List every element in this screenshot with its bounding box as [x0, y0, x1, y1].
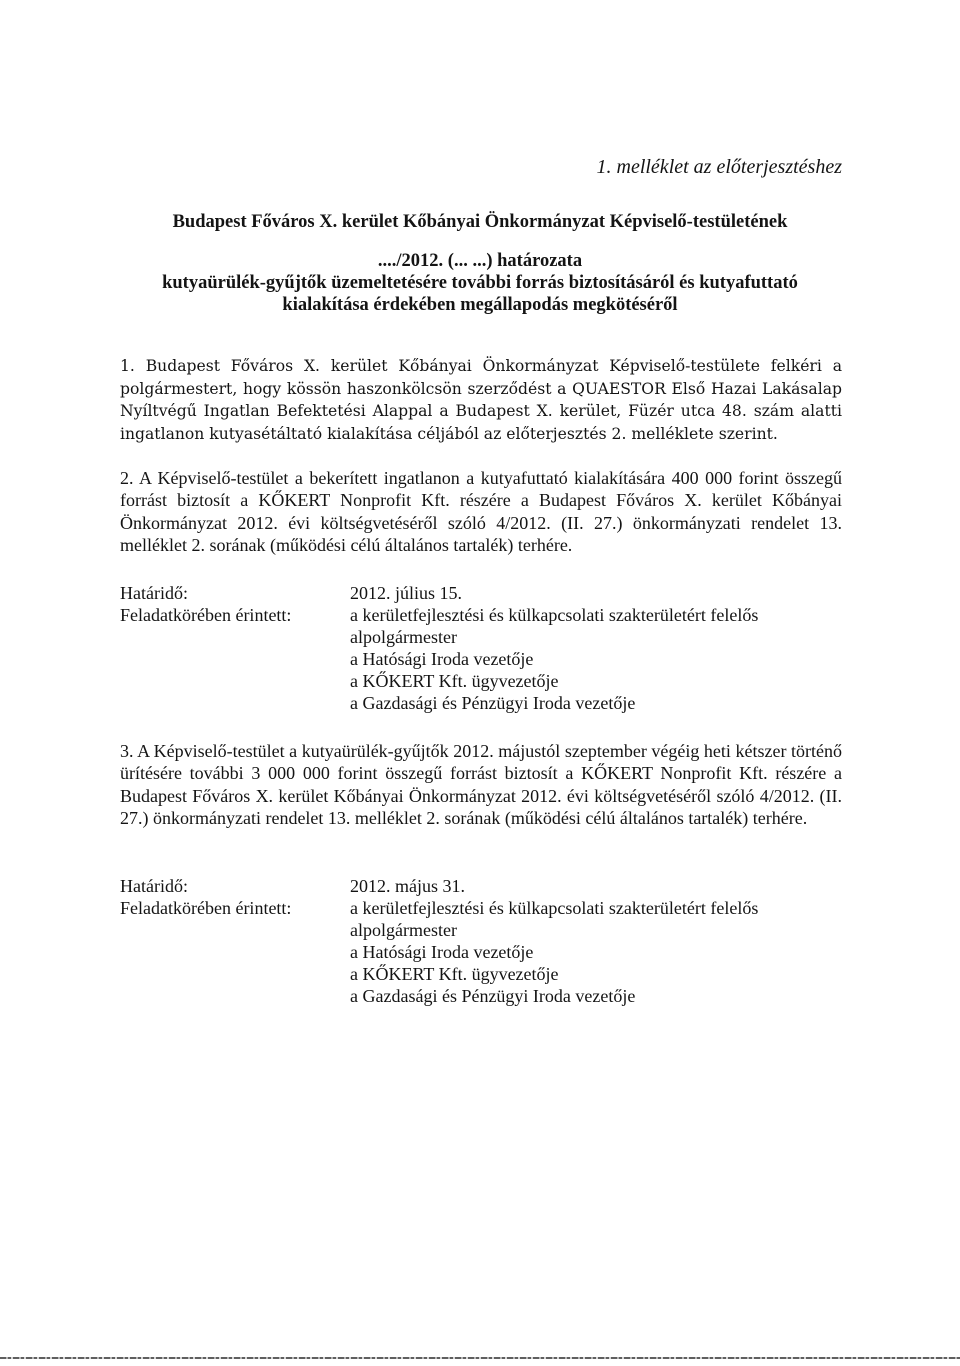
deadline-value: 2012. május 31. [350, 876, 465, 896]
scan-edge-line [0, 1357, 960, 1359]
responsible-label: Feladatkörében érintett: [120, 898, 292, 918]
heading-line-4: kialakítása érdekében megállapodás megkötéséről [282, 295, 678, 315]
responsible-item: alpolgármester [350, 920, 457, 940]
responsible-label: Feladatkörében érintett: [120, 605, 292, 625]
responsible-item: a Gazdasági és Pénzügyi Iroda vezetője [350, 986, 636, 1006]
deadline-row [120, 875, 840, 897]
deadline-label: Határidő: [120, 583, 188, 603]
paragraph-1: 1. Budapest Főváros X. kerület Kőbányai Önkormányzat Képviselő-testülete felkéri a polgármestert, hogy kössön haszonkölcsön szerződést a QUAESTOR Első Hazai Lakásalap Nyíltvégű Ingatlan Befektetési Alappal a Budapest X. kerület, Füzér utca 48. szám alatti ingatlanon kutyasétáltató kialakítása céljából az előterjesztés 2. melléklete szerint. [120, 357, 842, 443]
responsible-item: a kerületfejlesztési és külkapcsolati szakterületért felelős [350, 898, 759, 918]
responsible-item: a kerületfejlesztési és külkapcsolati szakterületért felelős [350, 605, 759, 625]
annex-note: 1. melléklet az előterjesztéshez [596, 156, 842, 178]
responsible-row [120, 604, 840, 714]
heading-line-3: kutyaürülék-gyűjtők üzemeltetésére további forrás biztosításáról és kutyafuttató [162, 273, 798, 293]
paragraph-2: 2. A Képviselő-testület a bekerített ingatlanon a kutyafuttató kialakítására 400 000 forint összegű forrást biztosít a KŐKERT Nonprofit Kft. részére a Budapest Főváros X. kerület Kőbányai Önkormányzat 2012. évi költségvetéséről szóló 4/2012. (II. 27.) önkormányzati rendelet 13. melléklet 2. sorának (működési célú általános tartalék) terhére. [120, 468, 842, 556]
responsible-item: a Hatósági Iroda vezetője [350, 649, 534, 669]
deadline-label: Határidő: [120, 876, 188, 896]
heading-line-2: ..../2012. (... ...) határozata [377, 251, 583, 271]
responsible-list [350, 897, 758, 1007]
deadline-row [120, 582, 840, 604]
deadline-block-2 [120, 875, 840, 1007]
responsible-list [350, 604, 758, 714]
responsible-item: a KŐKERT Kft. ügyvezetője [350, 964, 559, 984]
deadline-block-1 [120, 582, 840, 714]
responsible-row [120, 897, 840, 1007]
deadline-value: 2012. július 15. [350, 583, 463, 603]
paragraph-3: 3. A Képviselő-testület a kutyaürülék-gyűjtők 2012. májustól szeptember végéig heti kétszer történő ürítésére további 3 000 000 forint összegű forrást biztosít a KŐKERT Nonprofit Kft. részére a Budapest Főváros X. kerület Kőbányai Önkormányzat 2012. évi költségvetéséről szóló 4/2012. (II. 27.) önkormányzati rendelet 13. melléklet 2. sorának (működési célú általános tartalék) terhére. [120, 741, 842, 829]
responsible-item: a Hatósági Iroda vezetője [350, 942, 534, 962]
responsible-item: a Gazdasági és Pénzügyi Iroda vezetője [350, 693, 636, 713]
responsible-item: a KŐKERT Kft. ügyvezetője [350, 671, 559, 691]
responsible-item: alpolgármester [350, 627, 457, 647]
heading-line-1: Budapest Főváros X. kerület Kőbányai Önkormányzat Képviselő-testületének [172, 212, 788, 232]
